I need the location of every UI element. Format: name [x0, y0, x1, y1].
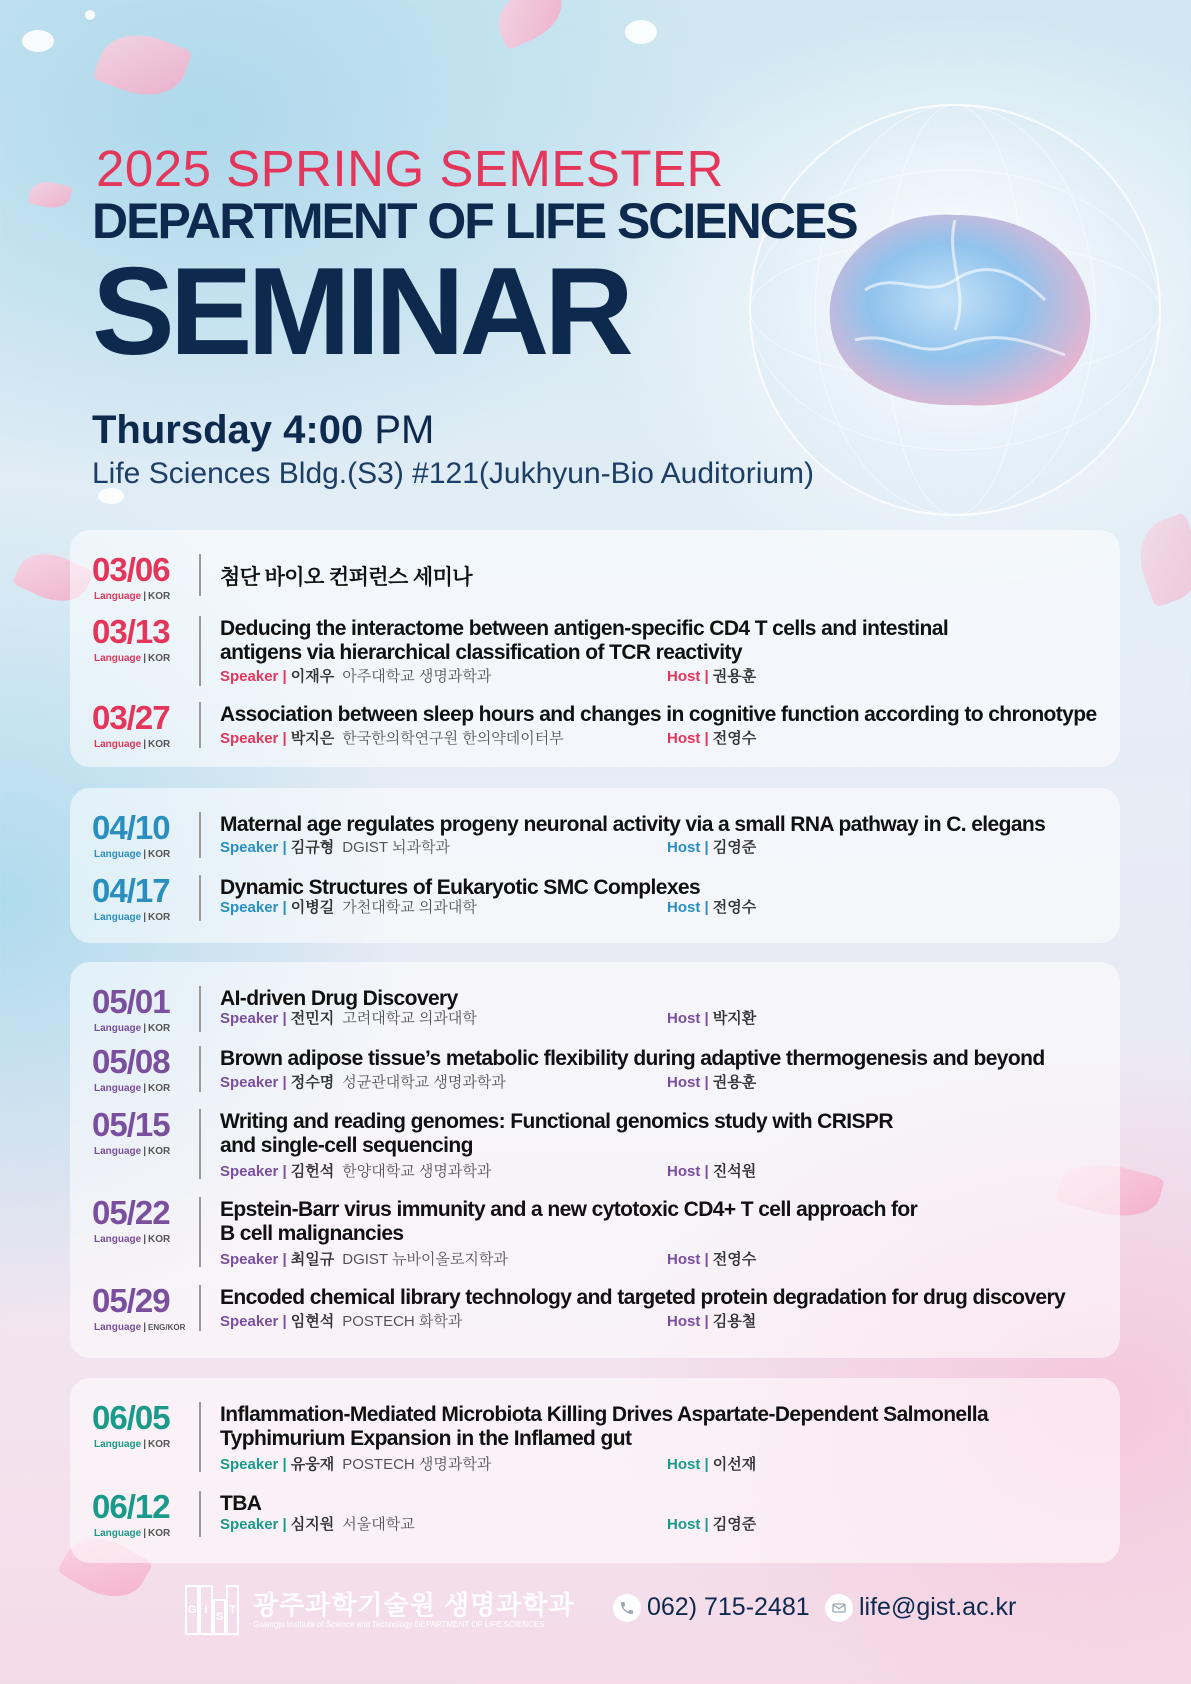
speaker-name: 전민지: [290, 1010, 335, 1027]
host-name: 김영준: [712, 839, 757, 856]
host-label: Host: [667, 899, 701, 916]
divider: [199, 616, 201, 686]
speaker-info: [220, 1456, 491, 1474]
separator: |: [704, 1163, 709, 1180]
seminar-row: [92, 810, 1110, 860]
language-value: KOR: [148, 1528, 171, 1539]
speaker-affiliation: 서울대학교: [342, 1516, 415, 1533]
speaker-info: [220, 1251, 508, 1269]
language-tag: [94, 912, 170, 924]
host-label: Host: [667, 1456, 701, 1473]
separator: |: [143, 591, 147, 602]
separator: |: [143, 1146, 147, 1157]
speaker-label: Speaker: [220, 1010, 279, 1027]
seminar-title-text: Inflammation-Mediated Microbiota Killing Drives Aspartate-Dependent Salmonella Typhimurium Expansion in the Inflamed gut: [220, 1403, 989, 1450]
seminar-title-text: Encoded chemical library technology and targeted protein degradation for drug discovery: [220, 1286, 1066, 1309]
speaker-affiliation: 아주대학교 생명과학과: [342, 668, 492, 685]
seminar-title-text: Maternal age regulates progeny neuronal activity via a small RNA pathway in C. elegans: [220, 813, 1046, 836]
host-info: [667, 1010, 756, 1028]
speaker-affiliation: POSTECH 생명과학과: [342, 1456, 492, 1473]
seminar-row: [92, 614, 1110, 686]
host-info: [667, 730, 756, 748]
seminar-date: 05/08: [92, 1043, 170, 1080]
host-label: Host: [667, 1313, 701, 1330]
speaker-affiliation: 한국한의학연구원 한의약데이터부: [342, 730, 564, 747]
separator: |: [282, 668, 287, 685]
seminar-title-text: Epstein-Barr virus immunity and a new cytotoxic CD4+ T cell approach for B cell malignancies: [220, 1198, 918, 1245]
language-value: KOR: [148, 1023, 171, 1034]
language-tag: [94, 1146, 170, 1158]
host-info: [667, 1313, 756, 1331]
host-name: 김용철: [712, 1313, 757, 1330]
host-info: [667, 668, 756, 686]
host-name: 전영수: [712, 899, 757, 916]
seminar-title: SEMINAR: [92, 243, 629, 381]
department-title: DEPARTMENT OF LIFE SCIENCES: [92, 193, 857, 249]
host-info: [667, 1074, 756, 1092]
divider: [199, 812, 201, 858]
speaker-info: [220, 839, 450, 857]
logo-letter: G: [185, 1585, 199, 1635]
divider: [199, 1109, 201, 1179]
speaker-label: Speaker: [220, 668, 279, 685]
separator: |: [704, 1010, 709, 1027]
language-tag: [94, 1528, 170, 1540]
language-label: Language: [94, 739, 142, 750]
speaker-affiliation: POSTECH 화학과: [342, 1313, 463, 1330]
host-info: [667, 1456, 756, 1474]
seminar-date: 04/10: [92, 809, 170, 846]
seminar-row: [92, 1283, 1110, 1333]
march-schedule-card: [70, 530, 1120, 767]
speaker-label: Speaker: [220, 1456, 279, 1473]
seminar-date: 05/29: [92, 1282, 170, 1319]
seminar-date: 03/27: [92, 699, 170, 736]
host-info: [667, 1163, 756, 1181]
host-name: 권용훈: [712, 668, 757, 685]
language-tag: [94, 1322, 185, 1334]
seminar-row: [92, 873, 1110, 923]
language-label: Language: [94, 1023, 142, 1034]
separator: |: [704, 1516, 709, 1533]
email-address: life@gist.ac.kr: [859, 1593, 1017, 1621]
separator: |: [143, 1234, 147, 1245]
divider: [199, 875, 201, 921]
seminar-title-text: AI-driven Drug Discovery: [220, 987, 458, 1010]
footer: [185, 1583, 1045, 1635]
speaker-info: [220, 668, 491, 686]
seminar-row: [92, 551, 1110, 602]
separator: |: [704, 1456, 709, 1473]
separator: |: [143, 1439, 147, 1450]
host-name: 이선재: [712, 1456, 757, 1473]
petal-decoration: [488, 0, 572, 51]
seminar-date: 06/05: [92, 1399, 170, 1436]
seminar-title-text: TBA: [220, 1492, 262, 1515]
separator: |: [282, 1251, 287, 1268]
day-time: Thursday 4:00: [92, 408, 364, 452]
seminar-date: 03/13: [92, 613, 170, 650]
speaker-label: Speaker: [220, 1163, 279, 1180]
host-name: 전영수: [712, 1251, 757, 1268]
host-info: [667, 899, 756, 917]
speaker-name: 김규형: [290, 839, 335, 856]
seminar-title-text: Brown adipose tissue’s metabolic flexibility during adaptive thermogenesis and beyond: [220, 1047, 1045, 1070]
seminar-row: [92, 1107, 1110, 1181]
speaker-info: [220, 1163, 491, 1181]
seminar-date: 03/06: [92, 551, 170, 588]
language-label: Language: [94, 1322, 142, 1333]
seminar-time: [92, 408, 857, 452]
separator: |: [143, 653, 147, 664]
speaker-name: 이재우: [290, 668, 335, 685]
host-label: Host: [667, 1074, 701, 1091]
language-label: Language: [94, 1234, 142, 1245]
seminar-title-text: Association between sleep hours and changes in cognitive function according to chronotype: [220, 703, 1097, 726]
speaker-name: 이병길: [290, 899, 335, 916]
divider: [199, 1046, 201, 1092]
host-name: 전영수: [712, 730, 757, 747]
gist-logo: [185, 1585, 239, 1635]
separator: |: [282, 899, 287, 916]
seminar-title-text: Dynamic Structures of Eukaryotic SMC Complexes: [220, 876, 701, 899]
speaker-affiliation: 가천대학교 의과대학: [342, 899, 477, 916]
seminar-title-text: 첨단 바이오 컨퍼런스 세미나: [220, 566, 472, 589]
separator: |: [704, 899, 709, 916]
language-label: Language: [94, 849, 142, 860]
speaker-label: Speaker: [220, 730, 279, 747]
separator: |: [704, 839, 709, 856]
blob-decoration: [625, 20, 657, 44]
language-tag: [94, 1083, 170, 1095]
host-label: Host: [667, 1163, 701, 1180]
phone-number: 062) 715-2481: [647, 1593, 810, 1621]
speaker-info: [220, 1074, 506, 1092]
speaker-name: 최일규: [290, 1251, 335, 1268]
divider: [199, 1197, 201, 1267]
april-schedule-card: [70, 788, 1120, 943]
divider: [199, 1402, 201, 1472]
host-label: Host: [667, 668, 701, 685]
june-schedule-card: [70, 1378, 1120, 1563]
seminar-location: Life Sciences Bldg.(S3) #121(Jukhyun-Bio Auditorium): [92, 457, 815, 490]
language-value: KOR: [148, 849, 171, 860]
host-name: 권용훈: [712, 1074, 757, 1091]
poster-header: [92, 140, 857, 492]
host-info: [667, 1516, 756, 1534]
seminar-title-text: Deducing the interactome between antigen-specific CD4 T cells and intestinal antigens via hierarchical classification of TCR reactivity: [220, 617, 949, 664]
seminar-row: [92, 1044, 1110, 1094]
language-value: KOR: [148, 653, 171, 664]
speaker-label: Speaker: [220, 1074, 279, 1091]
language-value: KOR: [148, 1439, 171, 1450]
language-value: KOR: [148, 739, 171, 750]
phone-contact[interactable]: [613, 1593, 810, 1622]
separator: |: [704, 730, 709, 747]
speaker-name: 유웅재: [290, 1456, 335, 1473]
speaker-info: [220, 1313, 462, 1331]
separator: |: [143, 849, 147, 860]
institute-name-english: Gwangju Institute of Science and Technology DEPARTMENT OF LIFE SCIENCES: [253, 1620, 545, 1629]
language-tag: [94, 1234, 170, 1246]
speaker-info: [220, 1516, 415, 1534]
divider: [199, 554, 201, 596]
speaker-name: 정수명: [290, 1074, 335, 1091]
separator: |: [143, 1023, 147, 1034]
separator: |: [143, 1083, 147, 1094]
seminar-row: [92, 1400, 1110, 1474]
speaker-name: 김헌석: [290, 1163, 335, 1180]
separator: |: [704, 1313, 709, 1330]
logo-letter: T: [226, 1585, 239, 1635]
language-tag: [94, 1023, 170, 1035]
seminar-date: 05/15: [92, 1106, 170, 1143]
blob-decoration: [22, 30, 54, 52]
language-value: KOR: [148, 1083, 171, 1094]
separator: |: [282, 1313, 287, 1330]
language-tag: [94, 1439, 170, 1451]
seminar-row: [92, 984, 1110, 1034]
separator: |: [282, 1010, 287, 1027]
divider: [199, 986, 201, 1032]
separator: |: [282, 839, 287, 856]
phone-icon: [613, 1594, 641, 1622]
speaker-label: Speaker: [220, 1516, 279, 1533]
language-label: Language: [94, 1439, 142, 1450]
speaker-label: Speaker: [220, 1251, 279, 1268]
host-info: [667, 839, 756, 857]
speaker-affiliation: 고려대학교 의과대학: [342, 1010, 477, 1027]
language-label: Language: [94, 1528, 142, 1539]
logo-letter: I: [199, 1585, 213, 1635]
language-tag: [94, 653, 170, 665]
email-contact[interactable]: [825, 1593, 1016, 1622]
host-name: 진석원: [712, 1163, 757, 1180]
separator: |: [143, 1528, 147, 1539]
separator: |: [143, 739, 147, 750]
separator: |: [704, 1251, 709, 1268]
petal-decoration: [92, 22, 192, 107]
mail-icon: [825, 1594, 853, 1622]
institute-name-korean: 광주과학기술원 생명과학과: [253, 1590, 575, 1620]
speaker-label: Speaker: [220, 1313, 279, 1330]
host-label: Host: [667, 1516, 701, 1533]
seminar-row: [92, 1195, 1110, 1269]
seminar-date: 05/01: [92, 983, 170, 1020]
separator: |: [143, 1322, 147, 1333]
language-label: Language: [94, 912, 142, 923]
language-value: ENG/KOR: [148, 1323, 186, 1332]
language-tag: [94, 849, 170, 861]
speaker-name: 박지은: [290, 730, 335, 747]
host-name: 박지환: [712, 1010, 757, 1027]
language-label: Language: [94, 1146, 142, 1157]
speaker-info: [220, 730, 564, 748]
may-schedule-card: [70, 962, 1120, 1358]
speaker-info: [220, 1010, 477, 1028]
language-value: KOR: [148, 591, 171, 602]
speaker-affiliation: DGIST 뉴바이올로지학과: [342, 1251, 508, 1268]
seminar-row: [92, 700, 1110, 750]
semester-title: 2025 SPRING SEMESTER: [96, 140, 724, 197]
separator: |: [282, 1456, 287, 1473]
separator: |: [704, 668, 709, 685]
language-value: KOR: [148, 1234, 171, 1245]
language-label: Language: [94, 653, 142, 664]
speaker-name: 임현석: [290, 1313, 335, 1330]
divider: [199, 702, 201, 748]
speaker-name: 심지원: [290, 1516, 335, 1533]
speaker-info: [220, 899, 477, 917]
separator: |: [282, 1074, 287, 1091]
language-label: Language: [94, 591, 142, 602]
language-value: KOR: [148, 912, 171, 923]
separator: |: [143, 912, 147, 923]
separator: |: [282, 730, 287, 747]
host-label: Host: [667, 1010, 701, 1027]
host-label: Host: [667, 839, 701, 856]
seminar-row: [92, 1489, 1110, 1539]
speaker-affiliation: 성균관대학교 생명과학과: [342, 1074, 506, 1091]
separator: |: [282, 1163, 287, 1180]
seminar-date: 05/22: [92, 1194, 170, 1231]
speaker-affiliation: DGIST 뇌과학과: [342, 839, 450, 856]
logo-letter: S: [213, 1599, 226, 1635]
divider: [199, 1491, 201, 1537]
language-value: KOR: [148, 1146, 171, 1157]
speaker-label: Speaker: [220, 899, 279, 916]
host-label: Host: [667, 1251, 701, 1268]
time-suffix: PM: [363, 408, 435, 452]
seminar-date: 06/12: [92, 1488, 170, 1525]
seminar-date: 04/17: [92, 872, 170, 909]
separator: |: [704, 1074, 709, 1091]
seminar-title-text: Writing and reading genomes: Functional genomics study with CRISPR and single-cell sequencing: [220, 1110, 893, 1157]
petal-decoration: [27, 177, 72, 212]
speaker-label: Speaker: [220, 839, 279, 856]
host-name: 김영준: [712, 1516, 757, 1533]
language-tag: [94, 739, 170, 751]
divider: [199, 1285, 201, 1331]
blob-decoration: [85, 10, 95, 20]
host-label: Host: [667, 730, 701, 747]
separator: |: [282, 1516, 287, 1533]
language-tag: [94, 591, 170, 603]
speaker-affiliation: 한양대학교 생명과학과: [342, 1163, 492, 1180]
language-label: Language: [94, 1083, 142, 1094]
host-info: [667, 1251, 756, 1269]
